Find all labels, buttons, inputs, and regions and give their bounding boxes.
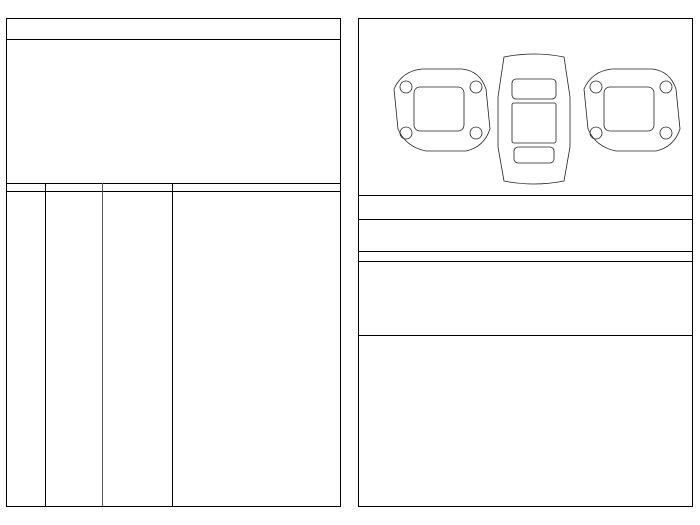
wheel-icon	[660, 127, 672, 139]
car-top-roof	[512, 103, 556, 143]
form-frame	[6, 18, 341, 507]
back-frame	[358, 18, 693, 507]
car-top-rear-window	[514, 147, 554, 163]
wheel-icon	[590, 81, 602, 93]
wheel-icon	[400, 81, 412, 93]
wheel-icon	[590, 127, 602, 139]
car-side-right-window	[604, 87, 654, 131]
wheel-icon	[470, 81, 482, 93]
car-top-windshield	[512, 79, 556, 99]
wheel-icon	[470, 127, 482, 139]
left-page	[6, 18, 341, 518]
form-title	[7, 19, 340, 40]
wheel-icon	[660, 81, 672, 93]
wheel-icon	[400, 127, 412, 139]
car-diagram	[384, 49, 684, 189]
car-top-outline	[498, 54, 570, 184]
right-page	[358, 18, 693, 518]
car-side-left-window	[414, 87, 464, 131]
